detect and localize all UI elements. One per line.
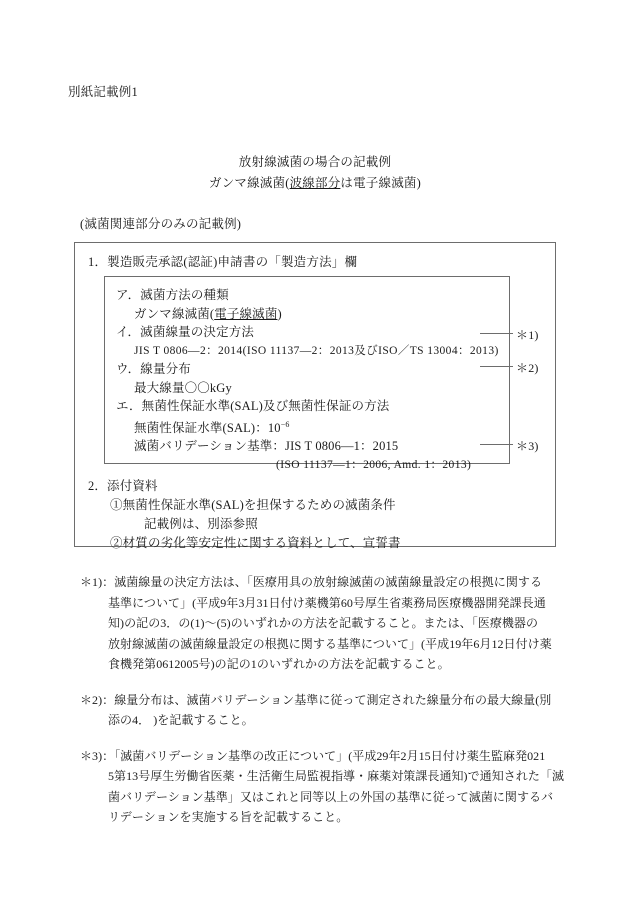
footnote-line: 菌バリデーション基準」又はこれと同等以上の外国の基準に従って滅菌に関するバ <box>108 789 554 804</box>
title-block <box>0 152 630 194</box>
item-e-sal-exponent: −6 <box>280 419 290 429</box>
section2-line2: 記載例は、別添参照 <box>144 517 258 531</box>
section2 <box>88 477 401 553</box>
item-a-value-prefix: ガンマ線滅菌( <box>134 306 215 321</box>
marker-3: ＊3) <box>516 439 539 453</box>
footnote-line: 知)の記の3．の(1)～(5)のいずれかの方法を記載すること。または、「医療機器の <box>108 616 539 630</box>
footnotes <box>80 572 564 843</box>
title-main: 放射線滅菌の場合の記載例 <box>238 155 392 169</box>
footnote-line: 放射線滅菌の滅菌線量設定の根拠に関する基準について」(平成19年6月12日付け薬 <box>108 636 552 651</box>
item-a-value-wavy: 電子線滅菌 <box>214 306 278 321</box>
section2-line1: ①無菌性保証水準(SAL)を担保するための滅菌条件 <box>110 498 396 512</box>
title-sub-prefix: ガンマ線滅菌( <box>209 176 290 190</box>
document-label: 別紙記載例1 <box>68 85 138 99</box>
marker-1: ＊1) <box>516 328 539 342</box>
footnote-line: ＊3)：「滅菌バリデーション基準の改正について」(平成29年2月15日付け薬生監麻発021 <box>80 748 546 763</box>
item-e-value-validation: 滅菌バリデーション基準：JIS T 0806—1：2015 <box>134 439 399 454</box>
footnote-2 <box>80 690 558 731</box>
footnote-line: ＊1)：滅菌線量の決定方法は、「医療用具の放射線滅菌の滅菌線量設定の根拠に関する <box>80 575 542 589</box>
section2-heading: 2．添付資料 <box>88 479 158 493</box>
leader-line-2 <box>480 366 513 367</box>
title-sub-wavy-text: 波線部分 <box>289 176 341 190</box>
item-a-value-suffix: ) <box>277 306 282 321</box>
footnote-1 <box>80 572 558 675</box>
section1-items <box>116 286 516 474</box>
item-a-value <box>116 305 516 324</box>
item-i-label: イ．滅菌線量の決定方法 <box>116 325 255 339</box>
item-i-value: JIS T 0806—2：2014(ISO 11137—2：2013及びISO／TS 13004：2013) <box>134 344 499 357</box>
item-e-value-sal <box>116 416 516 438</box>
section2-line3: ②材質の劣化等安定性に関する資料として、宣誓書 <box>110 536 401 550</box>
item-u-label: ウ．線量分布 <box>116 362 191 376</box>
marker-2: ＊2) <box>516 361 539 375</box>
item-a-label: ア．滅菌方法の種類 <box>116 288 229 302</box>
item-e-value-iso: (ISO 11137—1：2006, Amd. 1：2013) <box>276 458 472 471</box>
footnote-line: ＊2)：線量分布は、滅菌バリデーション基準に従って測定された線量分布の最大線量(別 <box>80 692 552 707</box>
footnote-line: リデーションを実施する旨を記載すること。 <box>108 810 349 824</box>
item-e-sal-text: 無菌性保証水準(SAL)：10 <box>134 420 281 435</box>
item-u-value: 最大線量〇〇kGy <box>134 380 232 395</box>
footnote-line: 食機発第0612005号)の記の1のいずれかの方法を記載すること。 <box>108 657 450 671</box>
item-e-label: エ．無菌性保証水準(SAL)及び無菌性保証の方法 <box>116 399 390 413</box>
leader-line-3 <box>480 444 513 445</box>
scope-note: (滅菌関連部分のみの記載例) <box>80 217 242 231</box>
footnote-3 <box>80 746 564 828</box>
footnote-line: 添の4． )を記載すること。 <box>108 713 254 727</box>
title-sub-suffix: は電子線滅菌) <box>340 176 421 190</box>
section1-heading: 1．製造販売承認(認証)申請書の「製造方法」欄 <box>88 255 358 269</box>
footnote-line: 5第13号厚生労働省医薬・生活衛生局監視指導・麻薬対策課長通知)で通知された「滅 <box>108 769 564 783</box>
title-sub <box>0 173 630 194</box>
leader-line-1 <box>480 333 513 334</box>
footnote-line: 基準について」(平成9年3月31日付け薬機第60号厚生省薬務局医療機器開発課長通 <box>108 595 546 610</box>
